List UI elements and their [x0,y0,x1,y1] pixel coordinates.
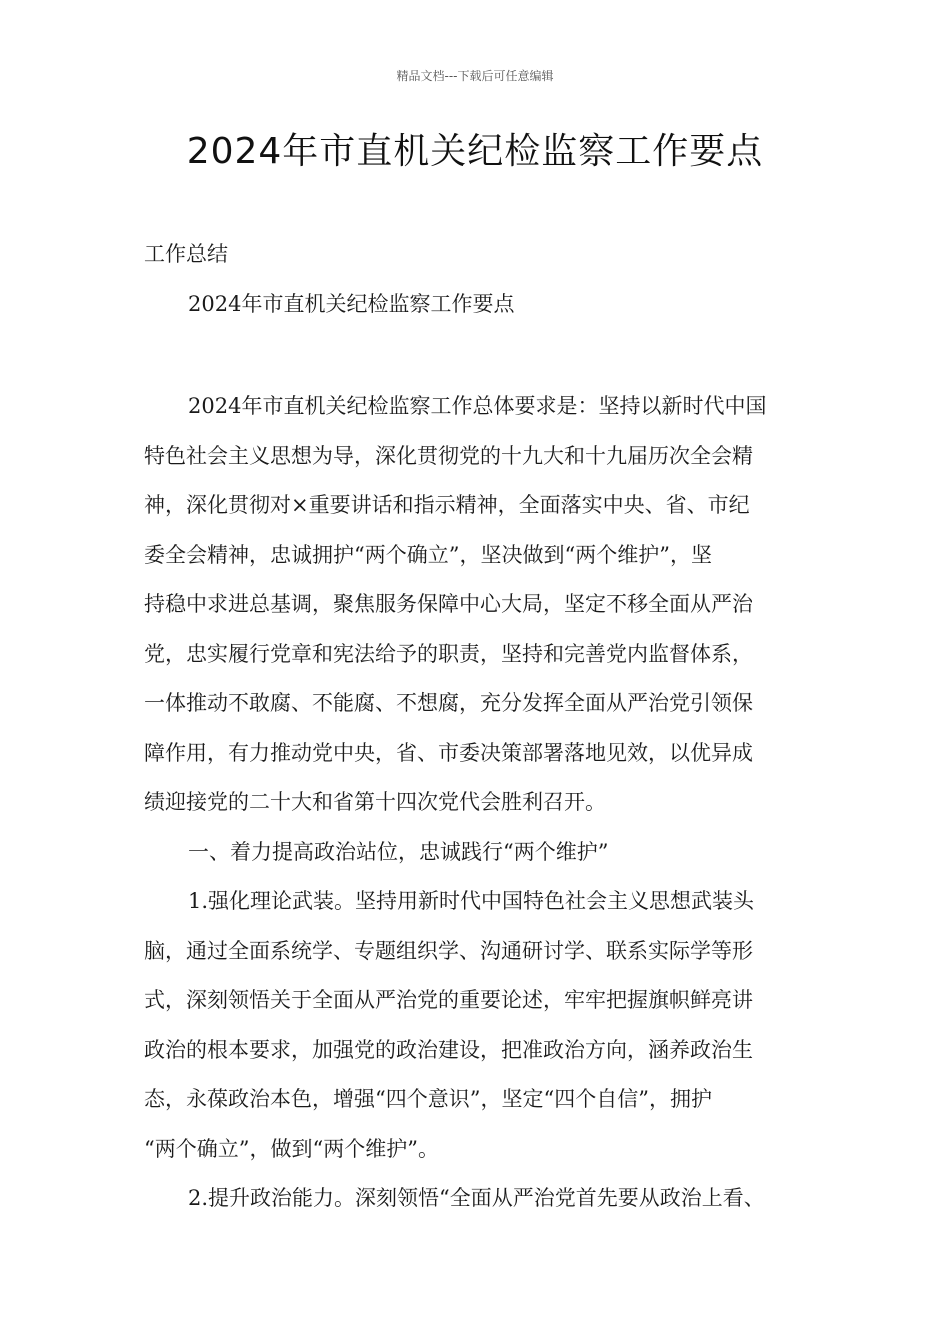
document-category: 工作总结 [144,242,228,266]
paragraph-line: 神，深化贯彻对×重要讲话和指示精神，全面落实中央、省、市纪 [144,493,750,517]
paragraph-line: 政治的根本要求，加强党的政治建设，把准政治方向，涵养政治生 [144,1037,753,1062]
spacer [144,329,824,382]
paragraph-line: 1.强化理论武装。坚持用新时代中国特色社会主义思想武装头 [188,889,755,913]
paragraph-line: 2024年市直机关纪检监察工作总体要求是：坚持以新时代中国 [188,394,767,418]
document-title: 2024年市直机关纪检监察工作要点 [186,131,764,172]
document-subtitle: 2024年市直机关纪检监察工作要点 [188,291,515,316]
paragraph-line: 特色社会主义思想为导，深化贯彻党的十九大和十九届历次全会精 [144,443,753,468]
item-theory-armament [144,877,824,1174]
item-political-ability [144,1174,824,1224]
paragraph-line: 2.提升政治能力。深刻领悟“全面从严治党首先要从政治上看、 [188,1186,765,1210]
paragraph-line: 绩迎接党的二十大和省第十四次党代会胜利召开。 [144,790,606,814]
paragraph-line: 委全会精神，忠诚拥护“两个确立”，坚决做到“两个维护”，坚 [144,542,712,567]
paragraph-line: 式，深刻领悟关于全面从严治党的重要论述，牢牢把握旗帜鲜亮讲 [144,988,753,1012]
paragraph-line: 态，永葆政治本色，增强“四个意识”，坚定“四个自信”，拥护 [144,1087,712,1111]
paragraph-overview [144,382,824,828]
paragraph-line: 党，忠实履行党章和宪法给予的职责，坚持和完善党内监督体系， [144,641,753,666]
paragraph-line: 脑，通过全面系统学、专题组织学、沟通研讨学、联系实际学等形 [144,938,753,963]
paragraph-line: 障作用，有力推动党中央，省、市委决策部署落地见效，以优异成 [144,740,753,765]
section-heading: 一、着力提高政治站位，忠诚践行“两个维护” [188,839,609,864]
page-header: 精品文档---下载后可任意编辑 [396,69,554,83]
paragraph-line: “两个确立”，做到“两个维护”。 [144,1136,439,1161]
document-body [144,230,824,1224]
paragraph-line: 持稳中求进总基调，聚焦服务保障中心大局，坚定不移全面从严治 [144,592,753,616]
paragraph-line: 一体推动不敢腐、不能腐、不想腐，充分发挥全面从严治党引领保 [144,691,753,715]
